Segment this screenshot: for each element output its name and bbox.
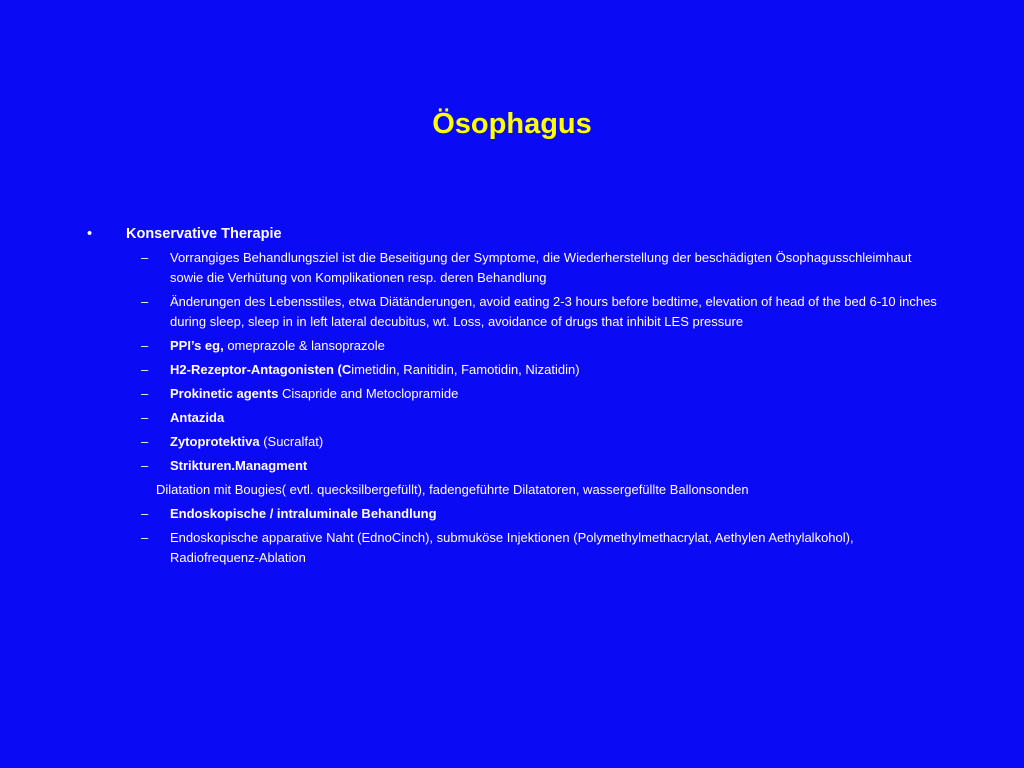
sub-item-text: (Sucralfat) [259,434,324,449]
slide-content [0,224,1024,572]
dash-glyph: – [141,410,149,425]
dash-glyph: – [141,530,149,545]
sub-item-5 [0,384,1024,404]
sub-item-9 [0,504,1024,524]
dash-glyph: – [141,434,149,449]
dash-glyph: – [141,294,149,309]
sub-item-10 [0,528,1024,568]
sub-item-bold: Strikturen.Managment [170,458,308,473]
sub-item-6 [0,408,1024,428]
dash-glyph: – [141,458,149,473]
sub-item-3 [0,336,1024,356]
bullet-heading [0,224,1024,248]
sub-item-text: imetidin, Ranitidin, Famotidin, Nizatidin) [351,362,580,377]
dash-glyph: – [141,338,149,353]
sub-item-4 [0,360,1024,380]
heading-text: Konservative Therapie [126,226,282,242]
bullet-glyph: • [87,226,93,242]
sub-item-bold: Prokinetic agents [170,386,279,401]
sub-item-bold: H2-Rezeptor-Antagonisten (C [170,362,352,377]
plain-line: Dilatation mit Bougies( evtl. quecksilbergefüllt), fadengeführte Dilatatoren, wassergefüllte Ballonsonden [156,482,749,497]
sub-item-text: Cisapride and Metoclopramide [278,386,459,401]
dash-glyph: – [141,362,149,377]
sub-item-bold: Endoskopische / intraluminale Behandlung [170,506,437,521]
sub-item-text: Änderungen des Lebensstiles, etwa Diätänderungen, avoid eating 2-3 hours before bedtime, elevation of head of the bed 6-10 inches during sleep, sleep in in left lateral decubitus, wt. Loss, avoidance of drugs that inhibit LES pressure [170,294,937,329]
sub-item-2 [0,292,1024,332]
sub-item-text: Vorrangiges Behandlungsziel ist die Beseitigung der Symptome, die Wiederherstellung der beschädigten Ösophagusschleimhaut sowie die Verhütung von Komplikationen resp. deren Behandlung [170,250,912,285]
dash-glyph: – [141,386,149,401]
dash-glyph: – [141,250,149,265]
sub-item-1 [0,248,1024,288]
sub-item-bold: Antazida [170,410,225,425]
sub-item-8 [0,456,1024,476]
sub-item-bold: PPI’s eg, [170,338,224,353]
sub-item-bold: Zytoprotektiva [170,434,260,449]
sub-item-7 [0,432,1024,452]
sub-item-text: Endoskopische apparative Naht (EdnoCinch), submuköse Injektionen (Polymethylmethacrylat, Aethylen Aethylalkohol), Radiofrequenz-Ablation [170,530,854,565]
sub-item-text: omeprazole & lansoprazole [223,338,385,353]
dash-glyph: – [141,506,149,521]
slide-title: Ösophagus [432,108,592,140]
